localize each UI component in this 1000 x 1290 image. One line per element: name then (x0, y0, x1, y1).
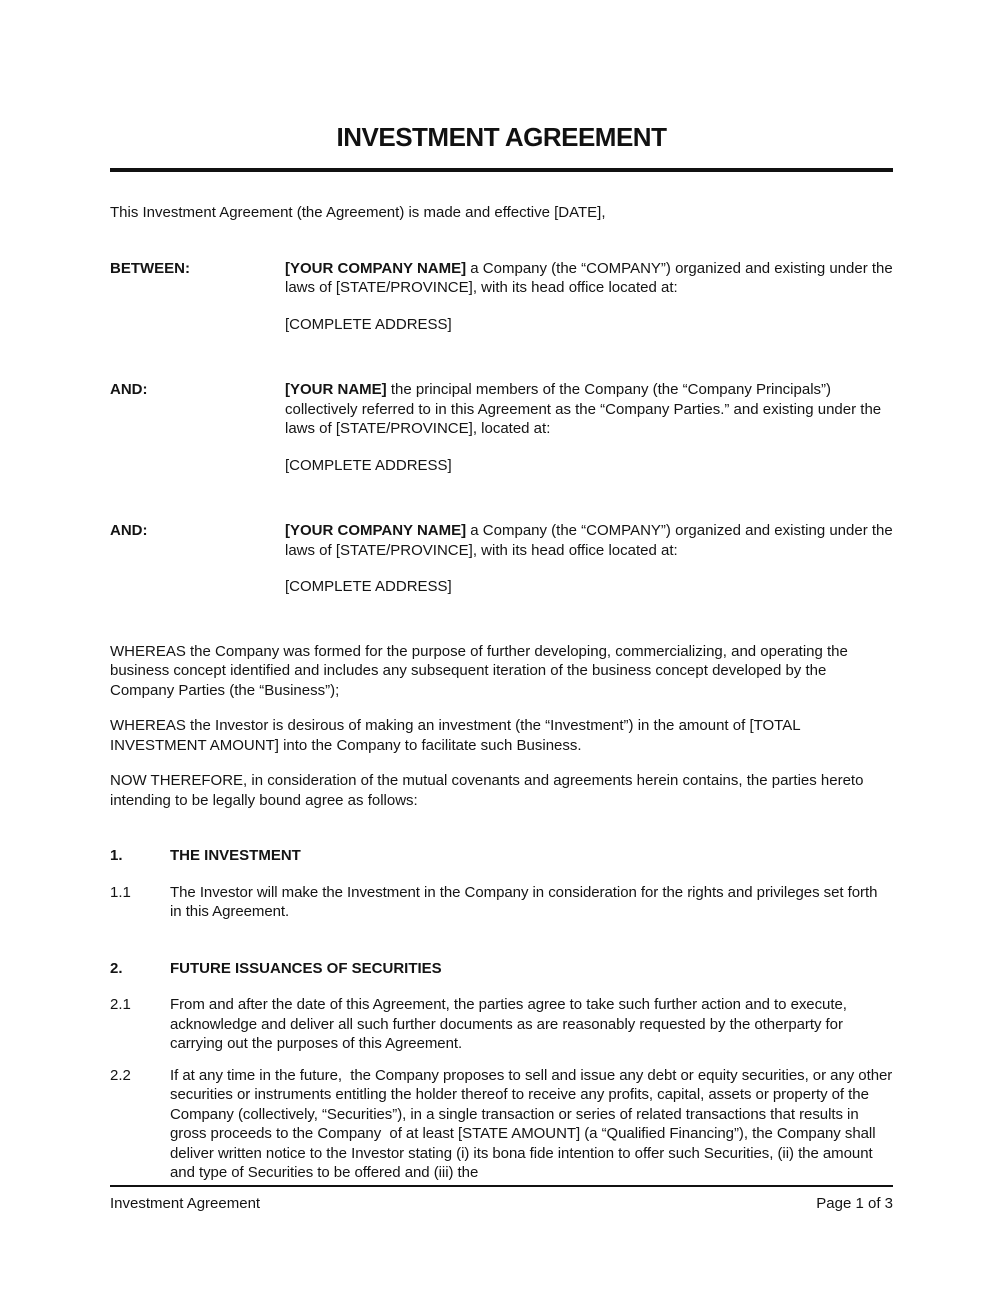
section-heading-1 (110, 846, 893, 866)
party-description: a Company (the “COMPANY”) organized and existing under the laws of [STATE/PROVINCE], with its head office located at: (285, 522, 897, 559)
clause-text: The Investor will make the Investment in the Company in consideration for the rights and privileges set forth in this Agreement. (170, 883, 882, 920)
party-description: a Company (the “COMPANY”) organized and existing under the laws of [STATE/PROVINCE], with its head office located at: (285, 259, 897, 296)
party-label: AND: (110, 381, 148, 398)
clause-1-1 (110, 883, 893, 922)
document-title: INVESTMENT AGREEMENT (336, 122, 667, 152)
party-text (285, 259, 897, 298)
footer-row (110, 1194, 893, 1214)
recital-whereas-2: WHEREAS the Investor is desirous of making an investment (the “Investment”) in the amount of [TOTAL INVESTMENT AMOUNT] into the Company to facilitate such Business. (110, 717, 805, 754)
party-text (285, 380, 893, 439)
section-number: 2. (110, 959, 123, 977)
document-content (110, 0, 897, 1183)
party-address: [COMPLETE ADDRESS] (285, 315, 452, 333)
party-name-placeholder: [YOUR COMPANY NAME] (285, 259, 467, 277)
section-number: 1. (110, 847, 123, 864)
section-title: FUTURE ISSUANCES OF SECURITIES (170, 959, 442, 977)
clause-number: 1.1 (110, 883, 131, 901)
clause-2-1 (110, 995, 893, 1054)
party-body (285, 521, 897, 597)
party-label: AND: (110, 522, 148, 539)
clause-number: 2.1 (110, 996, 131, 1013)
section-title: THE INVESTMENT (170, 847, 301, 864)
party-name-placeholder: [YOUR COMPANY NAME] (285, 522, 467, 539)
footer-document-name: Investment Agreement (110, 1195, 261, 1212)
footer-page-number: Page 1 of 3 (816, 1195, 893, 1212)
recital-now-therefore: NOW THEREFORE, in consideration of the mutual covenants and agreements herein contains, the parties hereto intending to be legally bound agree as follows: (110, 772, 868, 809)
party-block-between (110, 259, 897, 335)
intro-paragraph: This Investment Agreement (the Agreement) is made and effective [DATE], (110, 204, 606, 221)
party-label: BETWEEN: (110, 259, 190, 277)
party-body (285, 259, 897, 335)
clause-text: If at any time in the future, the Company proposes to sell and issue any debt or equity securities, or any other securities or instruments entitling the holder thereof to receive any profits, capital, assets or property of the Company (collectively, “Securities”), in a single transaction or series of related transactions that results in gross proceeds to the Company of at least [STATE AMOUNT] (a “Qualified Financing”), the Company shall deliver written notice to the Investor stating (i) its bona fide intention to offer such Securities, (ii) the amount and type of Securities to be offered and (iii) the (170, 1066, 897, 1181)
party-text (285, 521, 897, 560)
title-rule (110, 168, 893, 172)
clause-text: From and after the date of this Agreement, the parties agree to take such further action and to execute, acknowledge and deliver all such further documents as are reasonably requested by the otherparty for carrying out the purposes of this Agreement. (170, 996, 851, 1052)
party-body (285, 380, 893, 475)
party-address: [COMPLETE ADDRESS] (285, 456, 452, 474)
party-description: the principal members of the Company (the “Company Principals”) collectively referred to in this Agreement as the “Company Parties.” and existing under the laws of [STATE/PROVINCE], located at: (285, 381, 886, 437)
recital-whereas-1: WHEREAS the Company was formed for the purpose of further developing, commercializing, and operating the business concept identified and includes any subsequent iteration of the business concept developed by the Company Parties (the “Business”); (110, 642, 853, 699)
clause-number: 2.2 (110, 1066, 131, 1084)
clause-2-2 (110, 1066, 897, 1183)
page-footer (0, 1185, 1000, 1290)
party-address: [COMPLETE ADDRESS] (285, 578, 452, 595)
party-block-and-1 (110, 380, 893, 475)
party-block-and-2 (110, 521, 897, 597)
footer-rule (110, 1185, 893, 1187)
section-heading-2 (110, 959, 893, 979)
party-name-placeholder: [YOUR NAME] (285, 381, 387, 398)
